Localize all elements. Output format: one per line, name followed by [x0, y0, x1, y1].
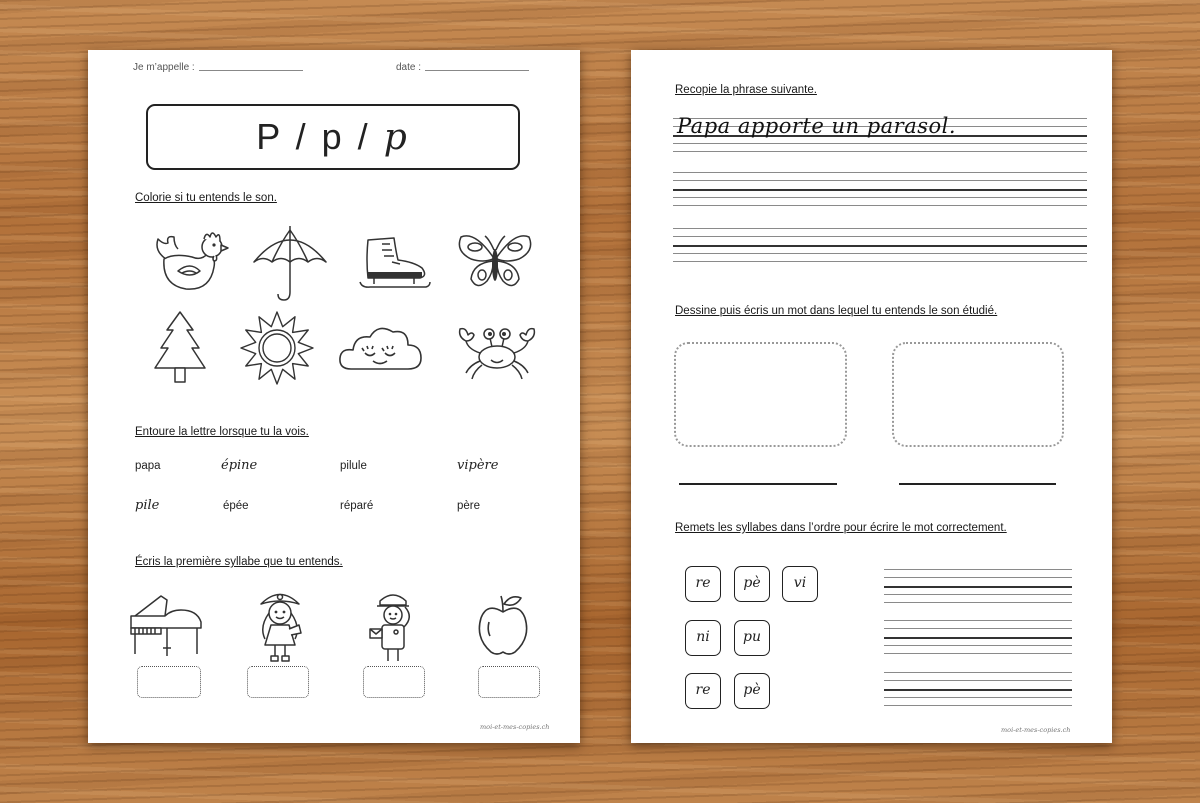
instruction-copy-sentence: Recopie la phrase suivante. — [675, 84, 817, 96]
page-title — [146, 104, 520, 170]
writing-lines — [884, 569, 1072, 605]
answer-box — [137, 666, 201, 698]
word-item: épine — [221, 458, 258, 473]
word-item: vipère — [457, 458, 499, 473]
word-item: épée — [223, 500, 249, 512]
page-footer: moi-et-mes-copies.ch — [1001, 726, 1071, 734]
answer-line — [899, 483, 1056, 485]
ice-skate-icon — [352, 232, 432, 292]
name-blank-line — [199, 70, 303, 71]
crab-icon — [452, 313, 542, 383]
page-footer: moi-et-mes-copies.ch — [480, 723, 550, 731]
writing-lines — [884, 620, 1072, 656]
instruction-circle-letter: Entoure la lettre lorsque tu la vois. — [135, 426, 309, 438]
instruction-order-syllables: Remets les syllabes dans l’ordre pour écrire le mot correctement. — [675, 522, 1007, 534]
writing-lines — [673, 172, 1087, 208]
instruction-colour: Colorie si tu entends le son. — [135, 192, 277, 204]
drawing-box — [892, 342, 1064, 447]
syllable-tile: vi — [782, 566, 818, 602]
name-field — [133, 62, 303, 73]
answer-box — [363, 666, 425, 698]
apple-icon — [473, 592, 533, 658]
model-sentence: Papa apporte un parasol. — [677, 114, 957, 138]
piano-icon — [125, 592, 205, 658]
answer-box — [247, 666, 309, 698]
name-label: Je m’appelle : — [133, 62, 195, 73]
answer-line — [679, 483, 837, 485]
worksheet-page-left — [88, 50, 580, 743]
writing-lines — [673, 228, 1087, 264]
cloud-icon — [335, 317, 425, 379]
pirate-girl-icon — [245, 585, 315, 665]
syllable-tile: pè — [734, 673, 770, 709]
sun-icon — [237, 308, 317, 388]
word-item: papa — [135, 460, 161, 472]
hen-icon — [150, 227, 230, 297]
umbrella-icon — [250, 224, 330, 302]
syllable-tile: re — [685, 566, 721, 602]
drawing-box — [674, 342, 847, 447]
instruction-first-syllable: Écris la première syllabe que tu entends. — [135, 556, 343, 568]
date-label: date : — [396, 62, 422, 73]
title-cursive-letter: p — [383, 117, 410, 158]
title-print-letters: P / p / — [256, 116, 371, 157]
fir-tree-icon — [145, 308, 215, 388]
word-item: pilule — [340, 460, 367, 472]
date-field — [396, 62, 529, 73]
instruction-draw-write: Dessine puis écris un mot dans lequel tu entends le son étudié. — [675, 305, 998, 317]
writing-lines — [884, 672, 1072, 708]
policeman-icon — [358, 585, 428, 665]
syllable-tile: re — [685, 673, 721, 709]
syllable-tile: pè — [734, 566, 770, 602]
syllable-tile: ni — [685, 620, 721, 656]
word-item: réparé — [340, 500, 374, 512]
worksheet-page-right — [631, 50, 1112, 743]
answer-box — [478, 666, 540, 698]
word-item: père — [457, 500, 481, 512]
date-blank-line — [425, 70, 529, 71]
butterfly-icon — [455, 227, 535, 297]
syllable-tile: pu — [734, 620, 770, 656]
word-item: pile — [135, 498, 160, 513]
